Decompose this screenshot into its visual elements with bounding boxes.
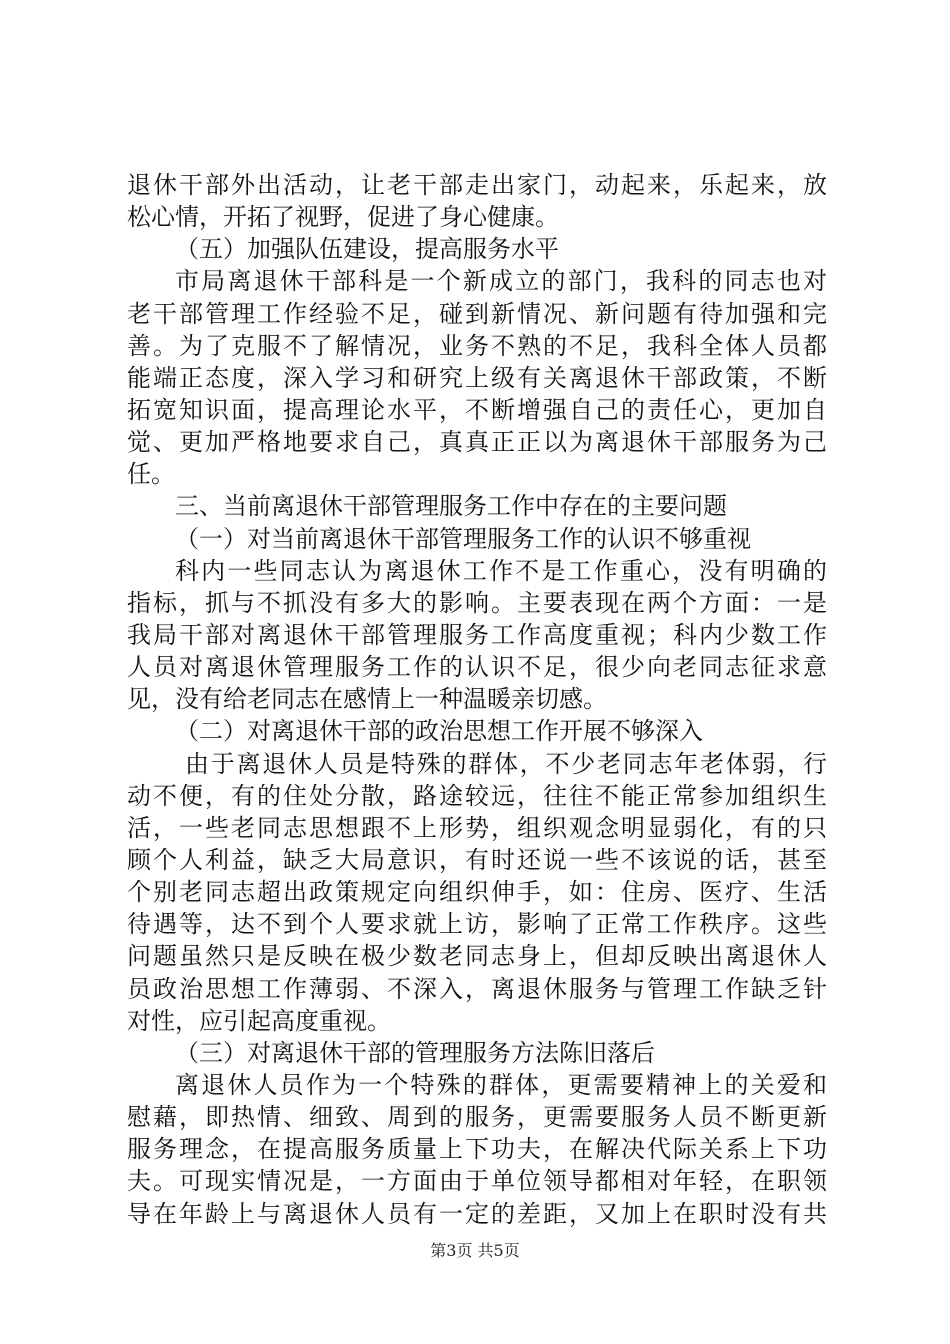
text-line-4: 市局离退休干部科是一个新成立的部门，我科的同志也对 (175, 267, 827, 296)
text-line-10: 任。 (127, 460, 175, 489)
section-heading-5: （五）加强队伍建设，提高服务水平 (175, 235, 559, 264)
page-number-footer: 第3页 共5页 (430, 1241, 520, 1260)
subsection-heading-3: （三）对离退休干部的管理服务方法陈旧落后 (175, 1038, 655, 1067)
text-line-21: 活，一些老同志思想跟不上形势，组织观念明显弱化，有的只 (127, 813, 827, 842)
text-line-16: 人员对离退休管理服务工作的认识不足，很少向老同志征求意 (127, 653, 827, 682)
text-line-13: 科内一些同志认为离退休工作不是工作重心，没有明确的 (175, 556, 827, 585)
text-line-25: 问题虽然只是反映在极少数老同志身上，但却反映出离退休人 (127, 942, 827, 971)
text-line-8: 拓宽知识面，提高理论水平，不断增强自己的责任心，更加自 (127, 395, 827, 424)
text-line-15: 我局干部对离退休干部管理服务工作高度重视；科内少数工作 (127, 620, 827, 649)
text-line-33: 导在年龄上与离退休人员有一定的差距，又加上在职时没有共 (127, 1199, 827, 1228)
text-line-20: 动不便，有的住处分散，路途较远，往往不能正常参加组织生 (127, 781, 827, 810)
text-line-24: 待遇等，达不到个人要求就上访，影响了正常工作秩序。这些 (127, 910, 827, 939)
subsection-heading-2: （二）对离退休干部的政治思想工作开展不够深入 (175, 717, 703, 746)
text-line-5: 老干部管理工作经验不足，碰到新情况、新问题有待加强和完 (127, 299, 827, 328)
text-line-1: 退休干部外出活动，让老干部走出家门，动起来，乐起来，放 (127, 171, 827, 199)
subsection-heading-1: （一）对当前离退休干部管理服务工作的认识不够重视 (175, 524, 751, 553)
text-line-22: 顾个人利益，缺乏大局意识，有时还说一些不该说的话，甚至 (127, 845, 827, 874)
text-line-2: 松心情，开拓了视野，促进了身心健康。 (127, 203, 559, 232)
text-line-27: 对性，应引起高度重视。 (127, 1006, 391, 1035)
text-line-31: 服务理念，在提高服务质量上下功夫，在解决代际关系上下功 (127, 1135, 827, 1164)
text-line-9: 觉、更加严格地要求自己，真真正正以为离退休干部服务为己 (127, 428, 827, 457)
text-line-29: 离退休人员作为一个特殊的群体，更需要精神上的关爱和 (175, 1070, 827, 1099)
text-line-32: 夫。可现实情况是，一方面由于单位领导都相对年轻，在职领 (127, 1167, 827, 1196)
text-line-6: 善。为了克服不了解情况，业务不熟的不足，我科全体人员都 (127, 331, 827, 360)
text-line-7: 能端正态度，深入学习和研究上级有关离退休干部政策，不断 (127, 363, 827, 392)
text-line-19: 由于离退休人员是特殊的群体，不少老同志年老体弱，行 (185, 749, 827, 778)
text-line-14: 指标，抓与不抓没有多大的影响。主要表现在两个方面：一是 (127, 588, 827, 617)
text-line-30: 慰藉，即热情、细致、周到的服务，更需要服务人员不断更新 (127, 1103, 827, 1132)
body-text (127, 169, 827, 1230)
text-line-23: 个别老同志超出政策规定向组织伸手，如：住房、医疗、生活 (127, 878, 827, 907)
text-line-26: 员政治思想工作薄弱、不深入，离退休服务与管理工作缺乏针 (127, 974, 827, 1003)
text-line-17: 见，没有给老同志在感情上一种温暖亲切感。 (127, 685, 607, 714)
section-heading-three: 三、当前离退休干部管理服务工作中存在的主要问题 (175, 492, 727, 521)
